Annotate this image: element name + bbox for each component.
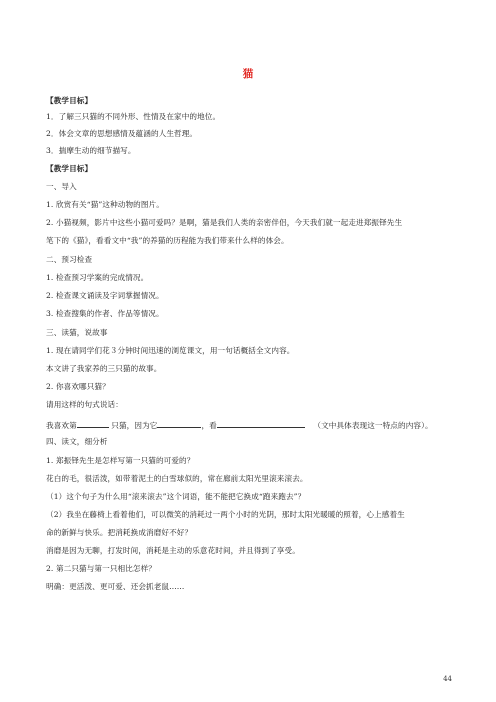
- pattern-text: 我喜欢第: [46, 421, 77, 430]
- fill-blank[interactable]: [217, 419, 305, 428]
- sentence-pattern: [46, 419, 433, 431]
- part-title-intro: 一、导入: [46, 182, 77, 191]
- pattern-text: ，看: [201, 421, 217, 430]
- body-line: 明确：更活泼、更可爱、还会抓老鼠……: [46, 582, 185, 591]
- part-title-preview: 二、预习检查: [46, 255, 93, 264]
- goal-line: 1．了解三只猫的不同外形、性情及在家中的地位。: [46, 112, 221, 121]
- part-title-read: 三、读猫，说故事: [46, 328, 108, 337]
- body-line: 2. 检查课文诵读及字词掌握情况。: [46, 291, 164, 300]
- body-line: 消磨是因为无聊，打发时间，消耗是主动的乐意花时间，并且得到了享受。: [46, 546, 300, 555]
- body-line: 1. 检查预习学案的完成情况。: [46, 273, 149, 282]
- body-line: 2. 小猫视频，影片中这些小猫可爱吗？是啊，猫是我们人类的亲密伴侣，今天我们就一起走进郑振铎先生: [46, 218, 403, 227]
- goal-line: 3．揣摩生动的细节描写。: [46, 146, 136, 155]
- body-line: 1. 欣赏有关“猫”这种动物的图片。: [46, 200, 164, 209]
- body-line: 本文讲了我家养的三只猫的故事。: [46, 364, 162, 373]
- body-line: （1）这个句子为什么用“滚来滚去”这个词语，能不能把它换成“跑来跑去”？: [46, 492, 306, 501]
- body-line: 2. 第二只猫与第一只相比怎样？: [46, 564, 156, 573]
- body-line: 命的新鲜与快乐。把消耗换成消磨好不好？: [46, 528, 193, 537]
- body-line: 1. 现在请同学们花３分钟时间迅速的浏览课文，用一句话概括全文内容。: [46, 346, 295, 355]
- document-title: 猫: [242, 68, 254, 80]
- body-line: （2）我坐在藤椅上看着他们，可以微笑的消耗过一两个小时的光阴，那时太阳光暖暖的照着，心上感着生: [46, 510, 405, 519]
- body-line: 请用这样的句式说话：: [46, 400, 123, 409]
- pattern-text: 只猫，因为它: [111, 421, 158, 430]
- body-line: 花白的毛，很活泼，如带着泥土的白雪球似的，常在廊前太阳光里滚来滚去。: [46, 474, 308, 483]
- part-title-analyze: 四、读文，细分析: [46, 437, 108, 446]
- goal-line: 2．体会文章的思想感情及蕴涵的人生哲理。: [46, 129, 198, 138]
- body-line: 3. 检查搜集的作者、作品等情况。: [46, 309, 164, 318]
- body-line: 1. 郑振铎先生是怎样写第一只猫的可爱的？: [46, 456, 195, 465]
- section-heading-goals: 【教学目标】: [46, 96, 93, 105]
- body-line: 2. 你喜欢哪只猫？: [46, 382, 110, 391]
- fill-blank[interactable]: [157, 419, 201, 428]
- page-number: 44: [443, 675, 452, 683]
- body-line: 笔下的《猫》，看看文中“我”的养猫的历程能为我们带来什么样的体会。: [46, 236, 289, 245]
- section-heading-process: 【教学目标】: [46, 164, 93, 173]
- fill-blank[interactable]: [77, 419, 109, 428]
- pattern-text: （文中具体表现这一特点的内容）。: [313, 421, 433, 430]
